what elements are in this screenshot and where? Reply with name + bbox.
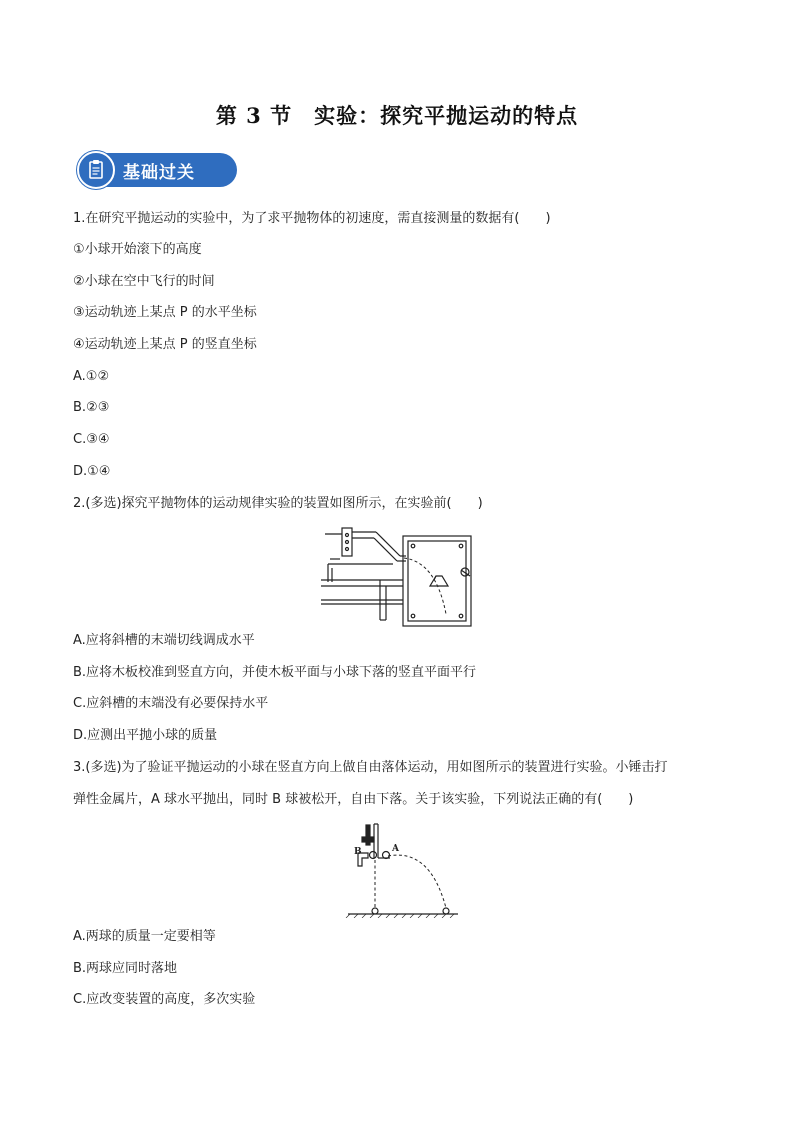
section-banner-label: 基础过关 [123, 163, 195, 183]
page-title: 第 3 节 实验：探究平抛运动的特点 [215, 103, 579, 128]
question-1-option-c: C.③④ [73, 432, 110, 447]
question-2-option-c: C.应斜槽的末端没有必要保持水平 [73, 696, 269, 711]
question-2-option-d: D.应测出平抛小球的质量 [73, 728, 218, 743]
question-1-option-b: B.②③ [73, 400, 110, 415]
question-3-option-a: A.两球的质量一定要相等 [73, 929, 216, 944]
question-2-option-b: B.应将木板校准到竖直方向，并使木板平面与小球下落的竖直平面平行 [73, 665, 477, 680]
question-1-item-4: ④运动轨迹上某点 P 的竖直坐标 [73, 337, 257, 352]
question-3-option-c: C.应改变装置的高度，多次实验 [73, 992, 256, 1007]
question-2-stem: 2.(多选)探究平抛物体的运动规律实验的装置如图所示，在实验前( ) [73, 496, 483, 511]
free-fall-apparatus-figure [340, 818, 460, 918]
question-1-stem: 1.在研究平抛运动的实验中，为了求平抛物体的初速度，需直接测量的数据有( ) [73, 211, 551, 226]
ball-b-label: B [354, 847, 362, 857]
ball-a-label: A [392, 844, 399, 854]
question-1-option-d: D.①④ [73, 464, 111, 479]
question-1-item-2: ②小球在空中飞行的时间 [73, 274, 215, 289]
question-1-item-3: ③运动轨迹上某点 P 的水平坐标 [73, 305, 257, 320]
question-1-option-a: A.①② [73, 369, 110, 384]
question-2-option-a: A.应将斜槽的末端切线调成水平 [73, 633, 255, 648]
section-banner [77, 151, 237, 189]
question-3-stem-line-2: 弹性金属片，A 球水平抛出，同时 B 球被松开，自由下落。关于该实验，下列说法正确的有( ) [73, 792, 634, 807]
question-1-item-1: ①小球开始滚下的高度 [73, 242, 202, 257]
question-3-option-b: B.两球应同时落地 [73, 961, 178, 976]
question-3-stem-line-1: 3.(多选)为了验证平抛运动的小球在竖直方向上做自由落体运动，用如图所示的装置进行实验。小锤击打 [73, 760, 668, 775]
projectile-apparatus-figure [318, 524, 478, 628]
clipboard-icon [77, 151, 115, 189]
